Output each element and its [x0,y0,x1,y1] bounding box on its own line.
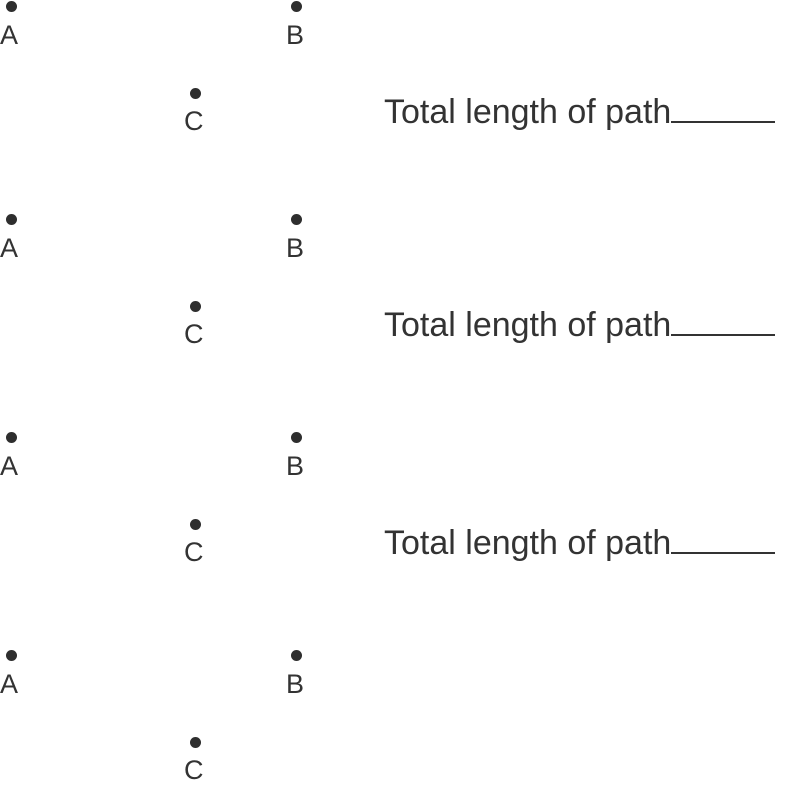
path-length-label: Total length of path [384,93,672,131]
point-b-dot [291,214,302,225]
answer-blank[interactable] [671,121,775,123]
point-a-dot [6,214,17,225]
point-c-dot [190,88,201,99]
answer-blank[interactable] [671,334,775,336]
point-a-label: A [0,669,19,699]
point-a-label: A [0,20,19,50]
point-a-dot [6,650,17,661]
point-b-dot [291,432,302,443]
point-a-label: A [0,233,19,263]
point-a-dot [6,1,17,12]
point-a-dot [6,432,17,443]
point-c-label: C [184,319,204,349]
path-length-prompt [384,95,775,129]
point-c-dot [190,519,201,530]
point-b-dot [291,1,302,12]
point-b-label: B [286,451,305,481]
point-c-label: C [184,537,204,567]
point-c-dot [190,737,201,748]
path-length-label: Total length of path [384,306,672,344]
point-c-label: C [184,755,204,785]
answer-blank[interactable] [671,552,775,554]
path-diagram-3 [0,431,800,591]
point-b-label: B [286,233,305,263]
path-length-prompt [384,308,775,342]
path-diagram-1 [0,0,800,160]
path-diagram-2 [0,213,800,373]
point-c-label: C [184,106,204,136]
path-length-label: Total length of path [384,524,672,562]
path-diagram-4 [0,649,800,809]
point-b-label: B [286,20,305,50]
point-a-label: A [0,451,19,481]
point-b-dot [291,650,302,661]
point-c-dot [190,301,201,312]
path-length-prompt [384,526,775,560]
point-b-label: B [286,669,305,699]
